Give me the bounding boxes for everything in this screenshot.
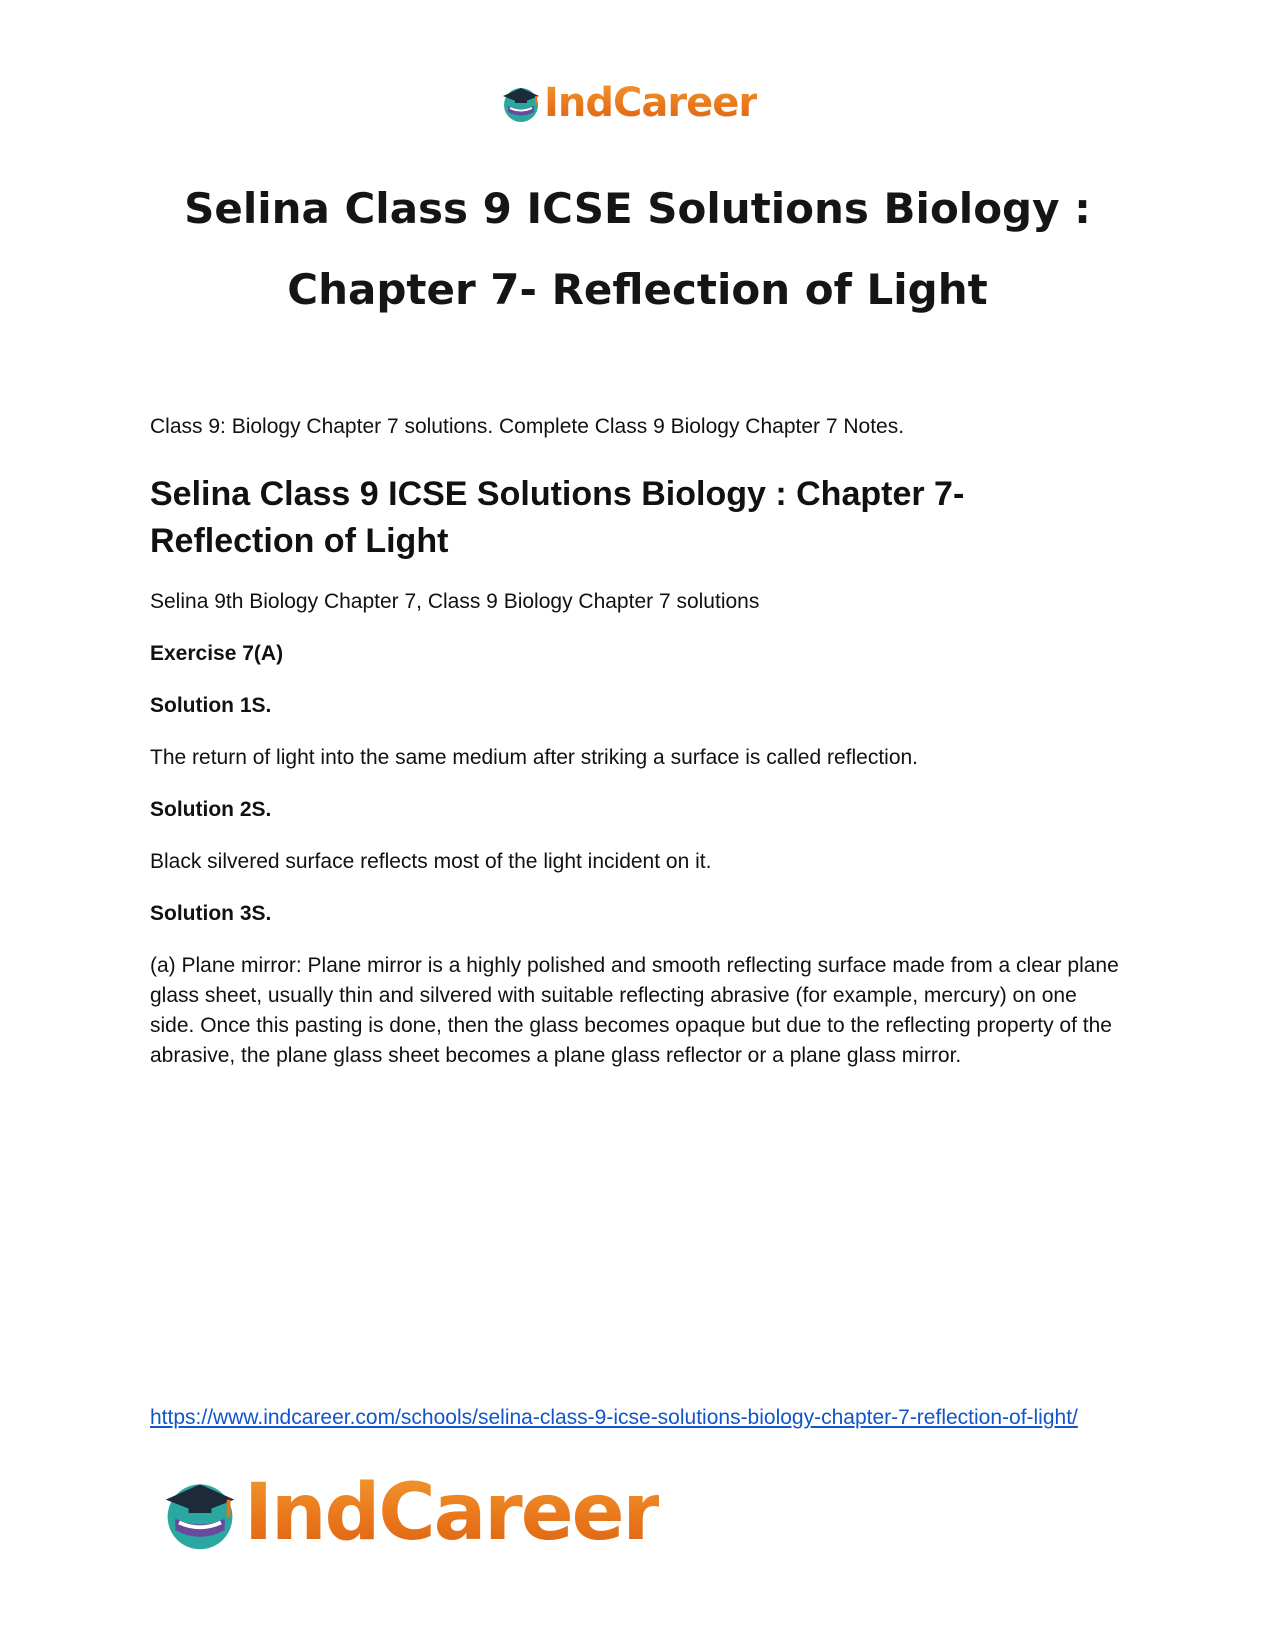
intro-text: Class 9: Biology Chapter 7 solutions. Complete Class 9 Biology Chapter 7 Notes.: [150, 415, 905, 438]
graduation-cap-globe-icon: [500, 82, 542, 124]
logo-wordmark: IndCareer: [244, 1468, 659, 1558]
solution-2-label: Solution 2S.: [150, 798, 272, 821]
logo-bottom: [160, 1468, 659, 1558]
page-title-line-2: Chapter 7- Reflection of Light: [287, 265, 988, 314]
logo-wordmark: IndCareer: [544, 80, 758, 126]
logo-top: [500, 78, 757, 128]
solution-1-text: The return of light into the same medium after striking a surface is called reflection.: [150, 746, 919, 769]
graduation-cap-globe-icon: [160, 1473, 240, 1553]
source-link[interactable]: https://www.indcareer.com/schools/selina-class-9-icse-solutions-biology-chapter-7-reflection-of-light/: [150, 1406, 1078, 1429]
exercise-heading: Exercise 7(A): [150, 642, 284, 665]
solution-3-text: (a) Plane mirror: Plane mirror is a highly polished and smooth reflecting surface made from a clear plane glass sheet, usually thin and silvered with suitable reflecting abrasive (for example, mercury) on one side. Once this pasting is done, then the glass becomes opaque but due to the reflecting property of the abrasive, the plane glass sheet becomes a plane glass reflector or a plane glass mirror.: [150, 954, 1119, 1067]
solution-2-text: Black silvered surface reflects most of the light incident on it.: [150, 850, 712, 873]
page-title: [90, 168, 1185, 330]
solution-1-label: Solution 1S.: [150, 694, 272, 717]
section-heading: Selina Class 9 ICSE Solutions Biology : Chapter 7- Reflection of Light: [150, 475, 965, 560]
solution-3-label: Solution 3S.: [150, 902, 272, 925]
page-title-line-1: Selina Class 9 ICSE Solutions Biology :: [184, 184, 1091, 233]
section-subtitle: Selina 9th Biology Chapter 7, Class 9 Biology Chapter 7 solutions: [150, 590, 760, 613]
document-body: [150, 413, 1125, 1071]
